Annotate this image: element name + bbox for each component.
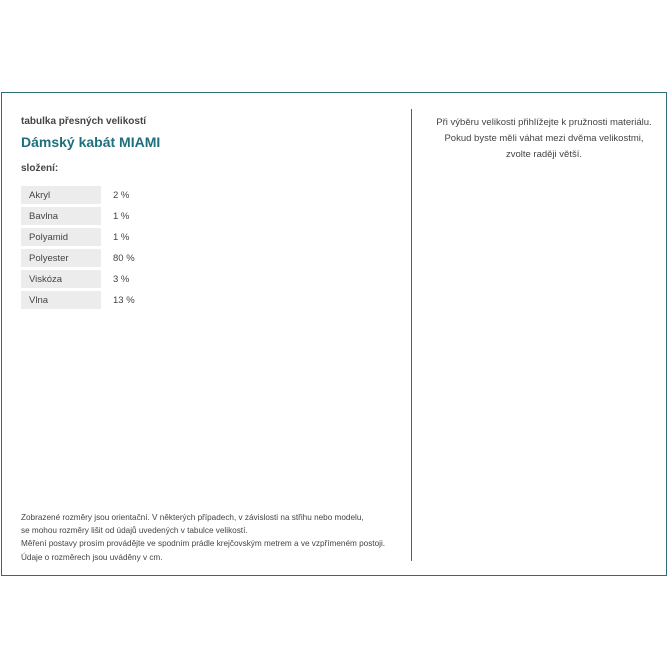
size-advice [422,115,666,163]
material-percent: 80 % [113,252,135,264]
material-name: Bavlna [21,207,101,225]
material-name: Polyamid [21,228,101,246]
composition-table [21,183,173,312]
measurement-notes [21,511,401,564]
note-line: Údaje o rozměrech jsou uváděny v cm. [21,552,163,562]
material-name: Akryl [21,186,101,204]
note-line: se mohou rozměry lišit od údajů uvedených v tabulce velikostí. [21,526,248,536]
advice-line: Při výběru velikosti přihlížejte k pružnosti materiálu. [436,117,652,128]
table-row [21,270,173,288]
material-percent: 3 % [113,273,130,285]
chart-subtitle: tabulka přesných velikostí [21,116,147,127]
material-name: Polyester [21,249,101,267]
table-row [21,291,173,309]
note-line: Zobrazené rozměry jsou orientační. V některých případech, v závislosti na střihu nebo modelu, [21,513,364,522]
composition-heading: složení: [21,163,59,174]
table-row [21,186,173,204]
panel-divider [411,109,412,561]
material-name: Vlna [21,291,101,309]
note-line: Měření postavy prosím provádějte ve spodním prádle krejčovským metrem a ve vzpřímeném postoji. [21,539,386,549]
size-chart-card [1,92,667,576]
material-percent: 13 % [113,294,135,306]
advice-line: Pokud byste měli váhat mezi dvěma velikostmi, [444,133,644,144]
left-panel [21,115,401,312]
product-title: Dámský kabát MIAMI [21,134,161,150]
table-row [21,207,173,225]
table-row [21,228,173,246]
material-percent: 1 % [113,231,130,243]
material-name: Viskóza [21,270,101,288]
material-percent: 1 % [113,210,130,222]
material-percent: 2 % [113,189,130,201]
advice-line: zvolte raději větší. [505,149,583,160]
table-row [21,249,173,267]
